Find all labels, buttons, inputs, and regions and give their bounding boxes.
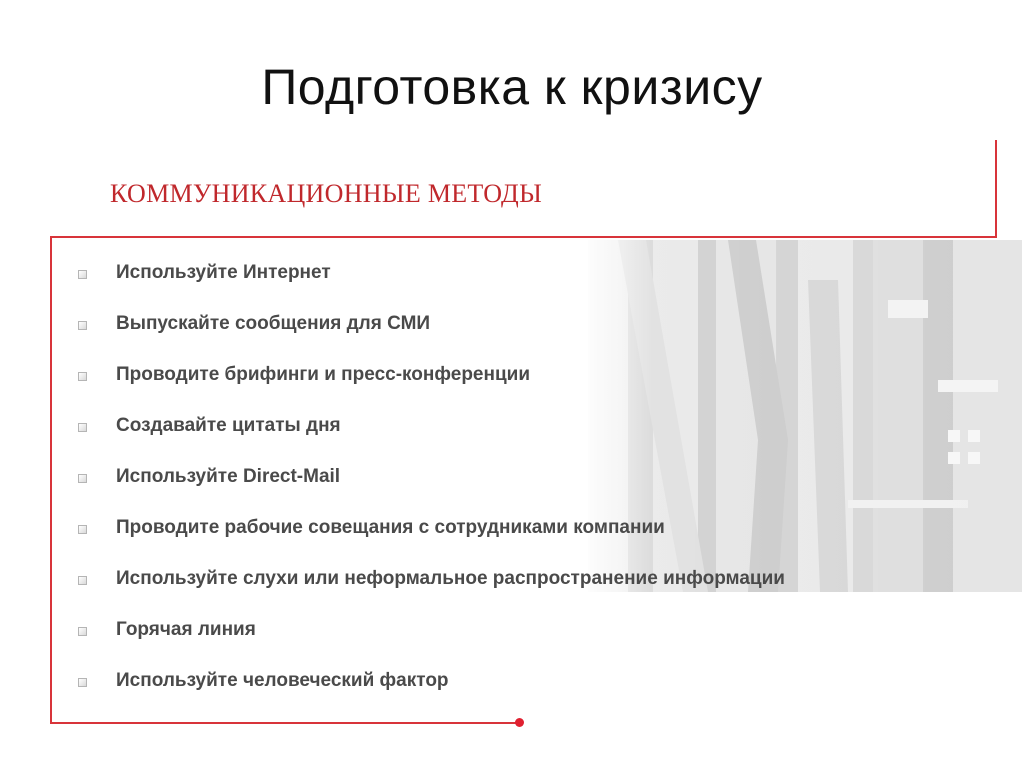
bullet-square-icon: [78, 678, 87, 687]
list-item: [78, 513, 785, 564]
list-item-text: Выпускайте сообщения для СМИ: [116, 313, 431, 334]
frame-end-dot: [515, 718, 524, 727]
bullet-square-icon: [78, 423, 87, 432]
bullet-square-icon: [78, 372, 87, 381]
list-item: [78, 309, 785, 360]
list-item: [78, 462, 785, 513]
slide-subtitle: КОММУНИКАЦИОННЫЕ МЕТОДЫ: [110, 179, 543, 208]
bullet-square-icon: [78, 576, 87, 585]
list-item-text: Создавайте цитаты дня: [116, 415, 341, 436]
list-item-text: Используйте человеческий фактор: [116, 670, 449, 691]
methods-list: [78, 258, 785, 717]
list-item-text: Используйте Direct-Mail: [116, 466, 341, 487]
list-item-text: Проводите брифинги и пресс-конференции: [116, 364, 531, 385]
bullet-square-icon: [78, 627, 87, 636]
bullet-square-icon: [78, 321, 87, 330]
list-item-text: Используйте Интернет: [116, 262, 331, 283]
bullet-square-icon: [78, 525, 87, 534]
list-item-text: Горячая линия: [116, 619, 256, 640]
bullet-square-icon: [78, 270, 87, 279]
list-item-text: Используйте слухи или неформальное распространение информации: [116, 568, 785, 589]
bottom-frame-line: [50, 722, 520, 724]
list-item: [78, 615, 785, 666]
right-frame-line: [995, 140, 997, 237]
list-item: [78, 666, 785, 717]
list-item: [78, 411, 785, 462]
slide-title: Подготовка к кризису: [261, 59, 763, 115]
top-frame-line: [50, 236, 997, 238]
list-item-text: Проводите рабочие совещания с сотрудниками компании: [116, 517, 665, 538]
left-frame-line: [50, 236, 52, 724]
list-item: [78, 258, 785, 309]
bullet-square-icon: [78, 474, 87, 483]
list-item: [78, 564, 785, 615]
list-item: [78, 360, 785, 411]
